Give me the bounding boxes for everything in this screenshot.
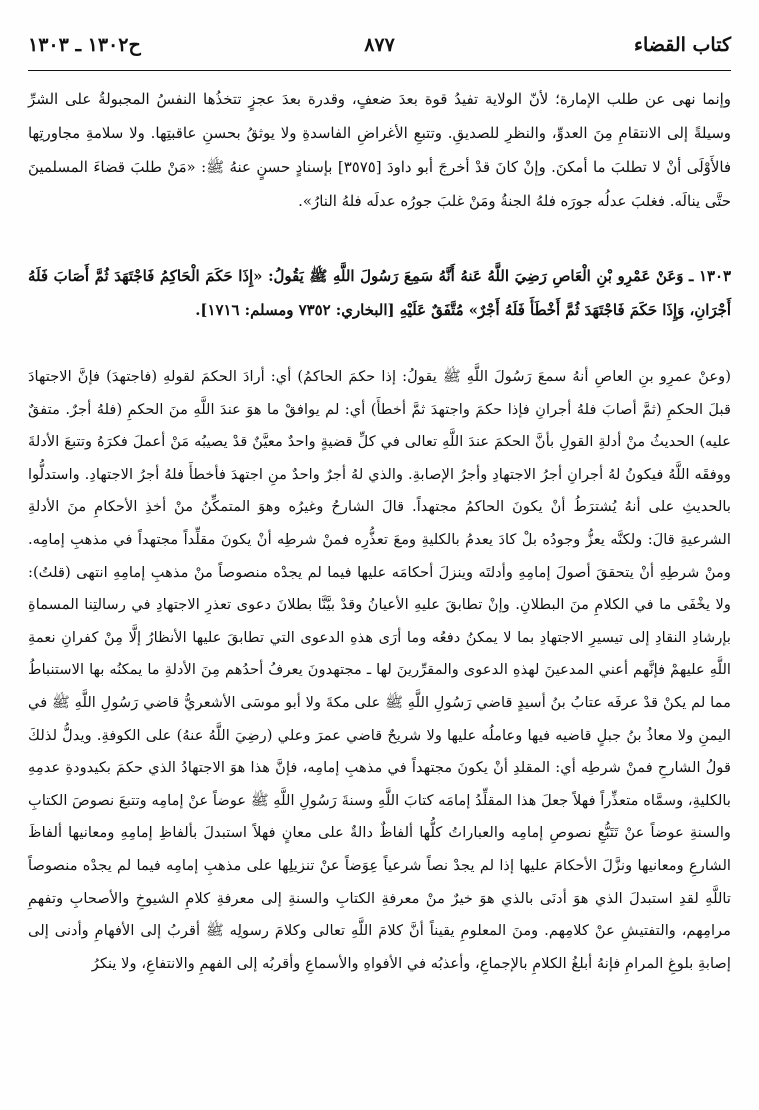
book-title: كتاب القضاء [634,34,731,56]
commentary-continuation: وإنما نهى عن طلب الإمارة؛ لأنّ الولاية تفيدُ قوة بعدَ ضعفٍ، وقدرة بعدَ عجزٍ تتخذُها النفسُ المجبولةُ على الشرِّ وسيلةً إلى الانتقامِ مِنَ العدوِّ، والنظرِ للصديقِ. وتتبعِ الأغراضِ الفاسدةِ ولا يوثقُ بحسنِ عاقبتِها. ولا سلامةِ مجاورتِها فالأَوْلَى أنْ لا تطلبَ ما أمكنَ. وإنْ كانَ قدْ أخرجَ أبو داودَ [٣٥٧٥] بإسنادٍ حسنٍ عنهُ ﷺ: «مَنْ طلبَ قضاءَ المسلمينَ حتَّى ينالَه. فغلبَ عدلُه جورَه فلهُ الجنةُ ومَنْ غلبَ جورُه عدلَه فلهُ النارُ». [28,90,731,210]
page-number: ٨٧٧ [364,34,395,56]
hadith-range: ح١٣٠٢ ـ ١٣٠٣ [28,34,141,56]
page-header [28,34,731,64]
commentary-paragraph: (وعنْ عمرِو بنِ العاصِ أنهُ سمعَ رَسُولَ اللَّهِ ﷺ يقولُ: إذا حكمَ الحاكمُ) أي: أرادَ الحكمَ لقولهِ (فاجتهدَ) فإنَّ الاجتهادَ قبلَ الحكمِ (ثمَّ أصابَ فلهُ أجرانِ فإذا حكمَ واجتهدَ ثمَّ أخطأَ) أي: لم يوافقْ ما هوَ عندَ اللَّهِ منَ الحكمِ (فلهُ أجرٌ. متفقٌ عليه) الحديثُ منْ أدلةِ القولِ بأنَّ الحكمَ عندَ اللَّهِ تعالى في كلِّ قضيةٍ واحدٌ معيَّنٌ قدْ يصيبُه مَنْ أعملَ فكرَهُ وتتبعَ الأدلةَ ووفقَه اللَّهُ فيكونُ لهُ أجرانِ أجرُ الاجتهادِ وأجرُ الإصابةِ. والذي لهُ أجرٌ واحدٌ منِ اجتهدَ فأخطأَ فلهُ أجرُ الاجتهادِ. واستدلُّوا بالحديثِ على أنهُ يُشترَطُ أنْ يكونَ الحاكمُ مجتهداً. قالَ الشارحُ وغيرُه وهوَ المتمكِّنُ منْ أخذِ الأحكامِ منَ الأدلةِ الشرعيةِ قالَ: ولكنَّه يعزُّ وجودُه بلْ كادَ يعدمُ بالكليةِ ومعَ تعذُّرِه فمنْ شرطِه أنْ يكونَ مقلِّداً مجتهداً في مذهبِ إمامِه. ومنْ شرطِهِ أنْ يتحققَ أصولَ إمامِهِ وأدلتَه وينزلَ أحكامَه عليها فيما لم يجدْه منصوصاً منْ مذهبِ إمامِهِ انتهى (قلتُ): ولا يخْفَى ما في الكلامِ منَ البطلانِ. وإنْ تطابقَ عليهِ الأعيانُ وقدْ بيَّنَّا بطلانَ دعوى تعذرِ الاجتهادِ في رسالتِنا المسماةِ بإرشادِ النقادِ إلى تيسيرِ الاجتهادِ بما لا يمكنُ دفعُه وما أرَى هذهِ الدعوى التي تطابقَ عليها الأنظارُ إلَّا مِنْ كفرانِ نعمةِ اللَّهِ عليهمْ فإنَّهم أعني المدعينَ لهذهِ الدعوى والمقرِّرينَ لها ـ مجتهدونَ يعرفُ أحدُهم مِنَ الأدلةِ ما يمكنُه بها الاستنباطُ مما لم يكنْ قدْ عرفَه عتابُ بنُ أسيدٍ قاضي رَسُولِ اللَّهِ ﷺ على مكةَ ولا أبو موسَى الأشعريُّ قاضي رَسُولِ اللَّهِ ﷺ في اليمنِ ولا معاذُ بنُ جبلٍ قاضيه فيها وعاملُه عليها ولا شريحٌ قاضي عمرَ وعلي (رضِيَ اللَّهُ عنهُ) على الكوفةِ. ويدلُّ لذلكَ قولُ الشارحِ فمنْ شرطِه أي: المقلدِ أنْ يكونَ مجتهداً في مذهبِ إمامِه، فإنَّ هذا هوَ الاجتهادُ الذي حكمَ بكيدودةِ عدمِهِ بالكليةِ، وسمَّاه متعذِّراً فهلاً جعلَ هذا المقلِّدُ إمامَه كتابَ اللَّهِ وسنةَ رَسُولِ اللَّهِ ﷺ عوضاً عنْ إمامِه وتتبعَ نصوصَ الكتابِ والسنةِ عوضاً عنْ تَتَبُّعِ نصوصِ إمامِه والعباراتُ كلُّها ألفاظٌ دالةٌ على معانٍ فهلاً استبدلَ بألفاظِ إمامِهِ ومعانيها ألفاظَ الشارعِ ومعانيها ونزَّلَ الأحكامَ عليها إذا لم يجدْ نصاً شرعياً عِوَضاً عنْ تنزيلِها على مذهبِ إمامِه فيما لم يجدْه منصوصاً تاللَّهِ لقدِ استبدلَ الذي هوَ أدنَى بالذي هوَ خيرٌ منْ معرفةِ الكتابِ والسنةِ إلى معرفةِ كلامِ الشيوخِ والأصحابِ وتفهمِ مرامِهم، والتفتيشِ عنْ كلامِهم. ومنَ المعلومِ يقيناً أنَّ كلامَ اللَّهِ تعالى وكلامَ رسولِه ﷺ أقربُ إلى الأفهامِ وأدنى إلى إصابةِ بلوغِ المرامِ فإنهُ أبلغُ الكلامِ بالإجماعِ، وأعذبُه في الأفواهِ والأسماعِ وأقربُه إلى الفهمِ والانتفاعِ، ولا ينكرُ [28,368,732,972]
header-divider [28,70,731,71]
commentary-hadith-1303 [28,361,731,980]
hadith-1303: ١٣٠٣ ـ وَعَنْ عَمْرِو بْنِ الْعَاصِ رَضِيَ اللَّهُ عَنهُ أَنَّهُ سَمِعَ رَسُولَ اللَّهِ ﷺ يَقُولُ: «إِذَا حَكَمَ الْحَاكِمُ فَاجْتَهَدَ ثُمَّ أَصَابَ فَلَهُ أَجْرَانِ، وَإِذَا حَكَمَ فَاجْتَهَدَ ثُمَّ أَخْطَأَ فَلَهُ أَجْرٌ» مُتَّفَقٌ عَلَيْهِ [البخاري: ٧٣٥٢ ومسلم: ١٧١٦]. [28,267,731,319]
